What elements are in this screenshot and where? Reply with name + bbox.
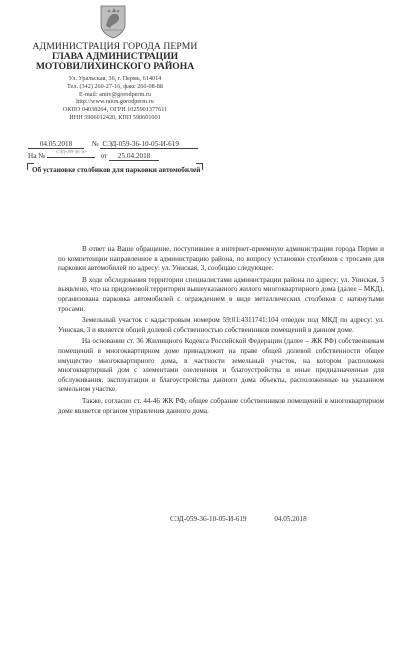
body-paragraph: Земельный участок с кадастровым номером 59:01:4311741:104 отведен под МКД по адресу: ул. Уинская, 3 и является общей долевой собственностью собственников помещений в данном доме. — [58, 316, 384, 334]
ot-label: от — [100, 152, 108, 160]
email-line: E-mail: amtv@gorodperm.ru — [78, 90, 152, 98]
inn-line: ИНН 5906012420, КПП 590601001 — [69, 113, 161, 121]
letter-subject: Об установке столбиков для парковки автомобилей — [32, 166, 201, 174]
organization-header — [30, 42, 200, 72]
outgoing-date: 04.05.2018 — [28, 140, 84, 149]
contacts-block — [30, 75, 200, 122]
ref-small-stamp: СЭД-059-36-10- — [56, 149, 88, 154]
website-line: http://www.raion.gorodperm.ru — [76, 98, 154, 106]
ref-number — [47, 157, 95, 158]
body-paragraph: В ходе обследования территории специалистами администрации района по адресу: ул. Уинская, 3 выявлено, что на придомовой территории вышеуказанного жилого многоквартирного дома (далее – МКД), организована парковка автомобилей с ограждением в виде металлических столбиков с натянутыми тросами. — [58, 275, 384, 313]
outgoing-registration — [28, 140, 198, 149]
incoming-reference — [28, 152, 159, 161]
footer-date: 04.05.2018 — [274, 515, 307, 523]
body-paragraph: Также, согласно ст. 44-46 ЖК РФ, общее собрание собственников помещений в многоквартирном доме является органом управления данного дома. — [58, 396, 384, 415]
ref-label: На № — [28, 152, 46, 160]
okpo-line: ОКПО 04038264, ОГРН 1025901377611 — [62, 106, 168, 114]
coat-of-arms-icon — [98, 4, 128, 39]
number-label: № — [91, 140, 99, 148]
ref-date: 25.04.2018 — [109, 152, 159, 161]
address-line: Ул. Уральская, 36, г. Пермь, 614014 — [68, 75, 162, 82]
org-name: АДМИНИСТРАЦИЯ ГОРОДА ПЕРМИ — [32, 41, 198, 52]
letter-body — [58, 245, 384, 418]
org-head-title: ГЛАВА АДМИНИСТРАЦИИ — [51, 51, 179, 62]
outgoing-number: СЭД-059-36-10-05-И-619 — [100, 140, 198, 149]
body-paragraph: На основании ст. 36 Жилищного Кодекса Российской Федерации (далее – ЖК РФ) собственникам помещений в многоквартирном доме принадлежит на праве общей долевой собственности общее имущество многоквартирного дома, в частности земельный участок, на котором расположен многоквартирный дом с элементами озеленения и благоустройства и иные предназначенные для обслуживания, эксплуатации и благоустройства данного дома объекты, расположенные на указанном земельном участке. — [58, 337, 384, 394]
footer-registration — [170, 515, 307, 523]
body-paragraph: В ответ на Ваше обращение, поступившее в интернет-приемную администрации города Перми и по компетенции направленное в администрацию района, по вопросу установки столбиков с тросами для парковки автомобилей по адресу: ул. Уинская, 3, сообщаю следующее. — [58, 245, 384, 273]
phone-line: Тел. (342) 260-27-16, факс 260-08-88 — [67, 82, 163, 90]
footer-number: СЭД-059-36-10-05-И-619 — [170, 515, 247, 523]
org-district: МОТОВИЛИХИНСКОГО РАЙОНА — [35, 61, 195, 72]
